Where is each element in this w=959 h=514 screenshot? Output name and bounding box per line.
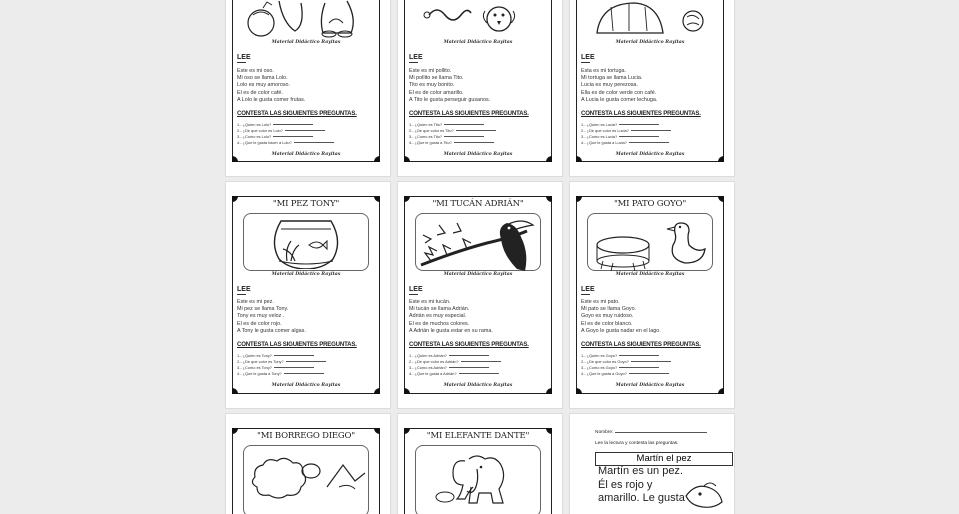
credit-text: Material Didáctico Rayitas bbox=[271, 272, 341, 277]
questions-heading: CONTESTA LAS SIGUIENTES PREGUNTAS. bbox=[237, 341, 357, 348]
questions-list: 1.- ¿Quien es Tony? 2.- ¿De que color es Tony? 3.- ¿Como es Tony? 4.- ¿Que le gusta a Tony? bbox=[237, 353, 375, 377]
questions-list: 1.- ¿Quien es Lucia? 2.- ¿De que color es Lucia? 3.- ¿Como es Lucia? 4.- ¿Que le gusta a Lucia? bbox=[581, 122, 719, 146]
worksheet-page bbox=[576, 0, 724, 162]
reading-text: Esta es mi tortuga. Mi tortuga se llama Lucia. Lucia es muy perezosa. Ella es de color verde con café. A Lucia le gusta comer lechuga. bbox=[581, 68, 658, 103]
sheet-title: "MI PEZ TONY" bbox=[272, 199, 340, 209]
worksheet-card-martin[interactable] bbox=[570, 414, 734, 514]
questions-heading: CONTESTA LAS SIGUIENTES PREGUNTAS. bbox=[409, 110, 529, 117]
worksheet-page bbox=[232, 428, 380, 514]
sheet-title: "MI PATO GOYO" bbox=[613, 199, 687, 209]
questions-list: 1.- ¿Quien es Adrián? 2.- ¿De que color es Adrián? 3.- ¿Como es Adrián? 4.- ¿Que le gusta a Adrián? bbox=[409, 353, 547, 377]
worksheet-card-pato[interactable] bbox=[570, 182, 734, 408]
worksheet-page bbox=[576, 196, 724, 394]
worksheet-card-oso[interactable] bbox=[226, 0, 390, 176]
credit-text: Material Didáctico Rayitas bbox=[443, 40, 513, 45]
worksheet-page bbox=[404, 0, 552, 162]
chick-worm-illustration bbox=[411, 0, 545, 39]
credit-text: Material Didáctico Rayitas bbox=[271, 383, 341, 388]
lee-label: LEE bbox=[409, 286, 423, 293]
worksheet-card-tucan[interactable] bbox=[398, 182, 562, 408]
credit-text: Material Didáctico Rayitas bbox=[443, 152, 513, 157]
credit-text: Material Didáctico Rayitas bbox=[615, 40, 685, 45]
worksheet-card-tortuga[interactable] bbox=[570, 0, 734, 176]
lee-label: LEE bbox=[581, 54, 595, 61]
reading-text: Este es mi pez. Mi pez se llama Tony. Tony es muy veloz . El es de color rojo. A Tony le gusta comer algas. bbox=[237, 299, 306, 334]
turtle-illustration bbox=[583, 0, 717, 39]
reading-text: Este es mi oso. Mi oso se llama Lolo. Lolo es muy amoroso. El es de color café. A Lolo le gusta comer frutas. bbox=[237, 68, 306, 103]
name-line: Nombre: bbox=[595, 430, 733, 435]
sheet-title: "MI ELEFANTE DANTE" bbox=[426, 431, 530, 441]
sheet-title: "MI TUCÁN ADRIÁN" bbox=[432, 199, 524, 209]
questions-heading: CONTESTA LAS SIGUIENTES PREGUNTAS. bbox=[581, 341, 701, 348]
questions-heading: CONTESTA LAS SIGUIENTES PREGUNTAS. bbox=[409, 341, 529, 348]
worksheet-card-elefante[interactable] bbox=[398, 414, 562, 514]
sheet-title: "MI BORREGO DIEGO" bbox=[257, 431, 355, 441]
questions-list: 1.- ¿Quien es Goyo? 2.- ¿De que color es Goyo? 3.- ¿Como es Goyo? 4.- ¿Que le gusta a Goyo? bbox=[581, 353, 719, 377]
lee-label: LEE bbox=[237, 54, 251, 61]
fish-illustration bbox=[682, 476, 728, 510]
lee-label: LEE bbox=[409, 54, 423, 61]
questions-heading: CONTESTA LAS SIGUIENTES PREGUNTAS. bbox=[237, 110, 357, 117]
worksheet-gallery bbox=[226, 0, 734, 503]
credit-text: Material Didáctico Rayitas bbox=[271, 40, 341, 45]
fishbowl-illustration bbox=[269, 215, 343, 269]
worksheet-reading: Martín es un pez. Él es rojo y amarillo. Le gusta bbox=[598, 465, 685, 504]
credit-text: Material Didáctico Rayitas bbox=[271, 152, 341, 157]
worksheet-card-pez[interactable] bbox=[226, 182, 390, 408]
worksheet-page bbox=[404, 196, 552, 394]
credit-text: Material Didáctico Rayitas bbox=[615, 383, 685, 388]
worksheet-page bbox=[232, 196, 380, 394]
bear-illustration bbox=[239, 0, 373, 39]
sheep-illustration bbox=[245, 447, 369, 507]
credit-text: Material Didáctico Rayitas bbox=[443, 383, 513, 388]
reading-text: Este es mi pollito. Mi pollito se llama Tito. Tito es muy bonito. El es de color amarillo. A Tito le gusta perseguir gusanos. bbox=[409, 68, 491, 103]
questions-list: 1.- ¿Quien es Tito? 2.- ¿De que color es Tito? 3.- ¿Como es Tito? 4.- ¿Que le gusta a Tito? bbox=[409, 122, 547, 146]
questions-heading: CONTESTA LAS SIGUIENTES PREGUNTAS. bbox=[581, 110, 701, 117]
lee-label: LEE bbox=[237, 286, 251, 293]
worksheet-card-pollito[interactable] bbox=[398, 0, 562, 176]
worksheet-page bbox=[404, 428, 552, 514]
credit-text: Material Didáctico Rayitas bbox=[615, 272, 685, 277]
worksheet-instruction: Lee la lectura y contesta las preguntas. bbox=[595, 441, 679, 446]
duck-pond-illustration bbox=[589, 215, 713, 273]
credit-text: Material Didáctico Rayitas bbox=[443, 272, 513, 277]
lee-label: LEE bbox=[581, 286, 595, 293]
questions-list: 1.- ¿Quien es Lolo? 2.- ¿De que color es Lolo? 3.- ¿Como es Lolo? 4.- ¿Que le gusta hacer a Lolo? bbox=[237, 122, 375, 146]
worksheet-title: Martín el pez bbox=[595, 452, 733, 466]
reading-text: Este es mi pato. Mi pato se llama Goyo. Goyo es muy ruidoso. El es de color blanco. A Goyo le gusta nadar en el lago. bbox=[581, 299, 661, 334]
worksheet-card-borrego[interactable] bbox=[226, 414, 390, 514]
reading-text: Este es mi tucán. Mi tucán se llama Adrián. Adrián es muy especial. El es de muchos colores. A Adrián le gusta estar en su rama. bbox=[409, 299, 493, 334]
toucan-illustration bbox=[417, 213, 541, 273]
credit-text: Material Didáctico Rayitas bbox=[615, 152, 685, 157]
worksheet-page bbox=[232, 0, 380, 162]
elephant-illustration bbox=[417, 447, 541, 507]
